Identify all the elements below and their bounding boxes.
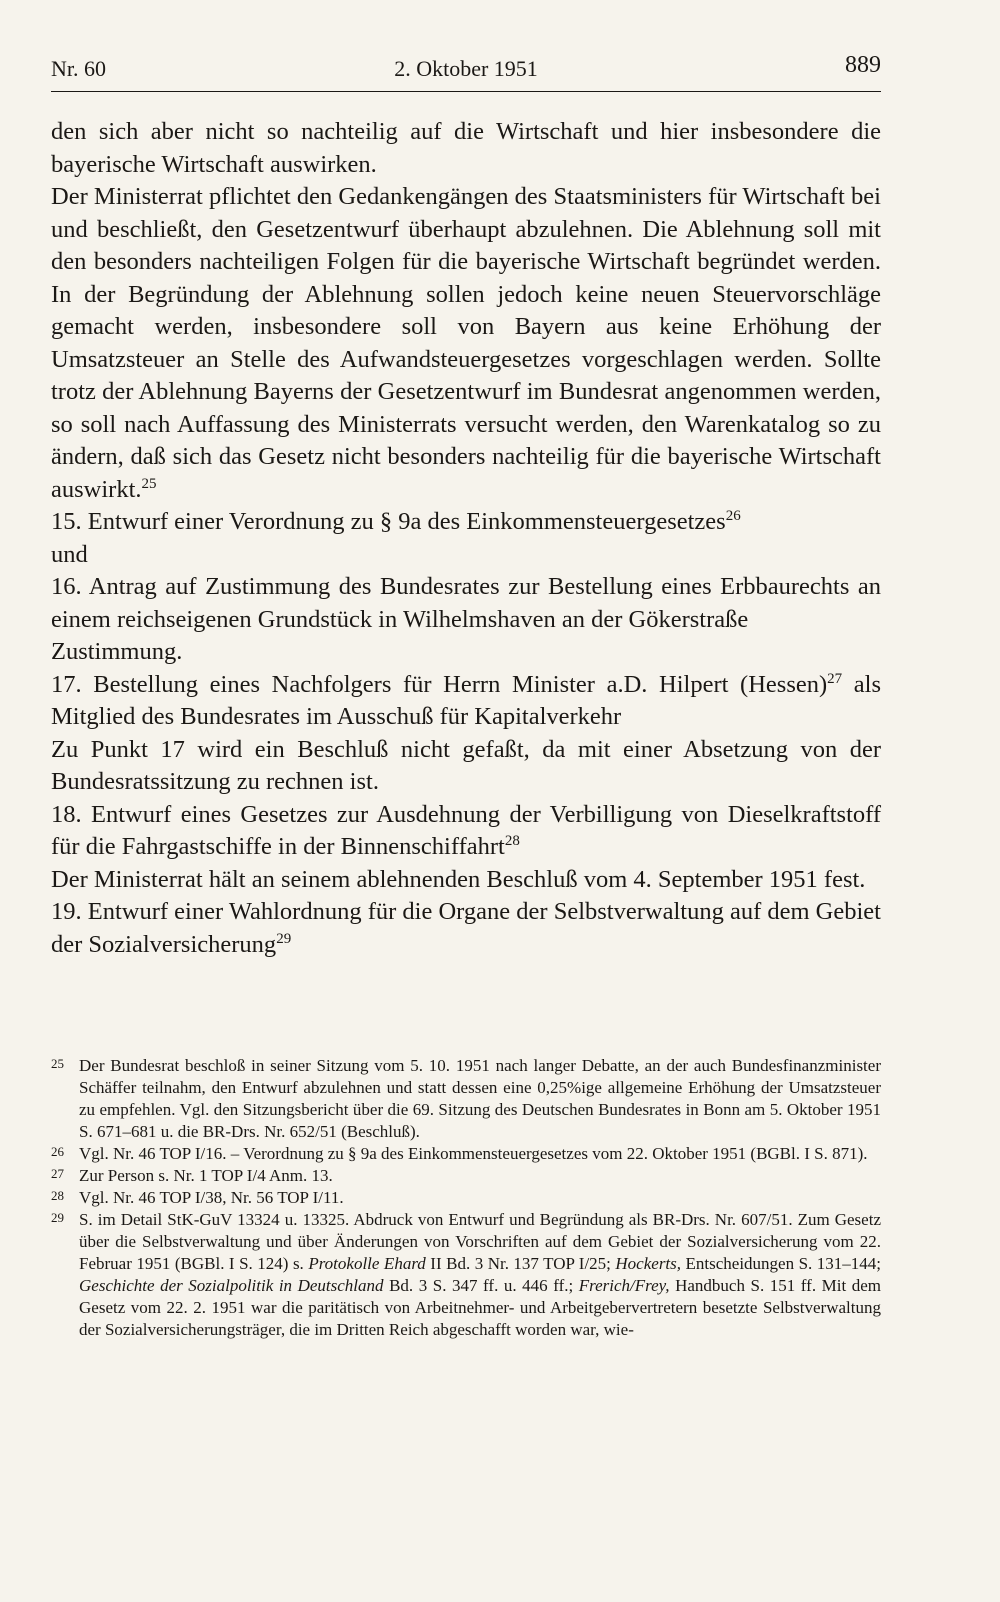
footnote-number: 25 (51, 1056, 64, 1071)
agenda-item-text: 17. Bestellung eines Nachfolgers für Herrn Minister a.D. Hilpert (Hessen) (51, 670, 828, 698)
agenda-item-text: 18. Entwurf eines Gesetzes zur Ausdehnung der Verbilligung von Dieselkraftstoff für die Fahrgastschiffe in der Binnenschiffahrt (51, 800, 881, 860)
footnote-ref[interactable]: 26 (725, 508, 741, 524)
paragraph-text: Der Ministerrat pflichtet den Gedankengängen des Staatsministers für Wirtschaft bei und beschließt, den Gesetzentwurf überhaupt abzulehnen. Die Ablehnung soll mit den besonders nachteiligen Folgen für die bayerische Wirtschaft begründet werden. In der Begründung der Ablehnung sollen jedoch keine neuen Steuervorschläge gemacht werden, insbesondere soll von Bayern aus keine Erhöhung der Umsatzsteuer an Stelle des Aufwandsteuergesetzes vorgeschlagen werden. Sollte trotz der Ablehnung Bayerns der Gesetzentwurf im Bundesrat angenommen werden, so soll nach Auffassung des Ministerrats versucht werden, den Warenkatalog so zu ändern, daß sich das Gesetz nicht besonders nachteilig für die bayerische Wirtschaft auswirkt. (51, 183, 881, 503)
footnote-ref[interactable]: 27 (827, 670, 843, 687)
paragraph-text: Zu Punkt 17 wird ein Beschluß nicht gefaßt, da mit einer Absetzung von der Bundesratssitzung zu rechnen ist. (51, 735, 881, 795)
paragraph (51, 636, 881, 669)
footnote-text: Entscheidungen S. 131–144; (681, 1254, 882, 1273)
paragraph (51, 539, 881, 572)
footnote-number: 27 (51, 1166, 64, 1181)
page-number: 889 (845, 52, 881, 78)
footnote (51, 1055, 881, 1143)
agenda-item (51, 506, 881, 539)
footnote-text: Handbuch S. 151 ff. Mit dem Gesetz vom 22. 2. 1951 war die paritätisch von Arbeitnehmer- und Arbeitgebervertretern besetzte Selbstverwaltung der Sozialversicherungsträger, die im Dritten Reich abgeschafft worden war, wie- (79, 1276, 881, 1339)
citation-author: Hockerts, (615, 1254, 682, 1273)
agenda-item (51, 896, 881, 961)
paragraph (51, 181, 881, 506)
page-header (51, 50, 881, 90)
footnote-text: Vgl. Nr. 46 TOP I/16. – Verordnung zu § 9a des Einkommensteuergesetzes vom 22. Oktober 1951 (BGBl. I S. 871). (79, 1144, 868, 1163)
agenda-item (51, 571, 881, 636)
agenda-item (51, 799, 881, 864)
document-number: Nr. 60 (51, 56, 106, 81)
agenda-item-text: 16. Antrag auf Zustimmung des Bundesrates zur Bestellung eines Erbbaurechts an einem reichseigenen Grundstück in Wilhelmshaven an der Gökerstraße (51, 573, 881, 633)
agenda-item-text: als Mitglied des Bundesrates im Ausschuß für Kapitalverkehr (51, 670, 881, 730)
agenda-item-text: 15. Entwurf einer Verordnung zu § 9a des Einkommensteuergesetzes (51, 508, 726, 535)
citation-title: Geschichte der Sozialpolitik in Deutschland (79, 1276, 384, 1295)
paragraph-text: Der Ministerrat hält an seinem ablehnenden Beschluß vom 4. September 1951 fest. (51, 865, 866, 893)
paragraph-text: und (51, 540, 88, 568)
document-date: 2. Oktober 1951 (394, 56, 538, 81)
footnote-text: Zur Person s. Nr. 1 TOP I/4 Anm. 13. (79, 1166, 333, 1185)
footnote-text: Der Bundesrat beschloß in seiner Sitzung vom 5. 10. 1951 nach langer Debatte, an der auch Bundesfinanzminister Schäffer teilnahm, den Entwurf abzulehnen und statt dessen eine 0,25%ige allgemeine Erhöhung der Umsatzsteuer zu empfehlen. Vgl. den Sitzungsbericht über die 69. Sitzung des Deutschen Bundesrates in Bonn am 5. Oktober 1951 S. 671–681 u. die BR-Drs. Nr. 652/51 (Beschluß). (79, 1056, 881, 1141)
paragraph (51, 864, 881, 897)
header-rule (51, 91, 881, 92)
main-text (51, 116, 881, 961)
paragraph (51, 734, 881, 799)
footnote-ref[interactable]: 29 (276, 930, 292, 947)
footnote-number: 29 (51, 1210, 64, 1225)
paragraph-text: Zustimmung. (51, 638, 183, 665)
footnote (51, 1143, 881, 1165)
footnote (51, 1187, 881, 1209)
footnote (51, 1165, 881, 1187)
footnote-ref[interactable]: 25 (141, 475, 157, 492)
footnote (51, 1209, 881, 1341)
footnote-number: 28 (51, 1188, 64, 1203)
footnote-ref[interactable]: 28 (504, 833, 520, 849)
footnote-text: S. im Detail StK-GuV 13324 u. 13325. Abdruck von Entwurf und Begründung als BR-Drs. Nr. 607/51. Zum Gesetz über die Selbstverwaltung und über Änderungen von Vorschriften auf dem Gebiet der Sozialversicherung vom 22. Februar 1951 (BGBl. I S. 124) s. (79, 1210, 881, 1273)
citation-author: Frerich/Frey, (578, 1276, 670, 1295)
footnotes (51, 1055, 881, 1341)
citation-title: Protokolle Ehard (308, 1254, 426, 1273)
agenda-item-text: 19. Entwurf einer Wahlordnung für die Organe der Selbstverwaltung auf dem Gebiet der Sozialversicherung (51, 898, 881, 958)
footnote-text: Bd. 3 S. 347 ff. u. 446 ff.; (383, 1276, 579, 1295)
agenda-item (51, 669, 881, 734)
paragraph-text: den sich aber nicht so nachteilig auf die Wirtschaft und hier insbesondere die bayerische Wirtschaft auswirken. (51, 118, 881, 178)
footnote-text: II Bd. 3 Nr. 137 TOP I/25; (425, 1254, 616, 1273)
footnote-number: 26 (51, 1144, 64, 1159)
paragraph (51, 116, 881, 181)
footnote-text: Vgl. Nr. 46 TOP I/38, Nr. 56 TOP I/11. (79, 1188, 344, 1207)
